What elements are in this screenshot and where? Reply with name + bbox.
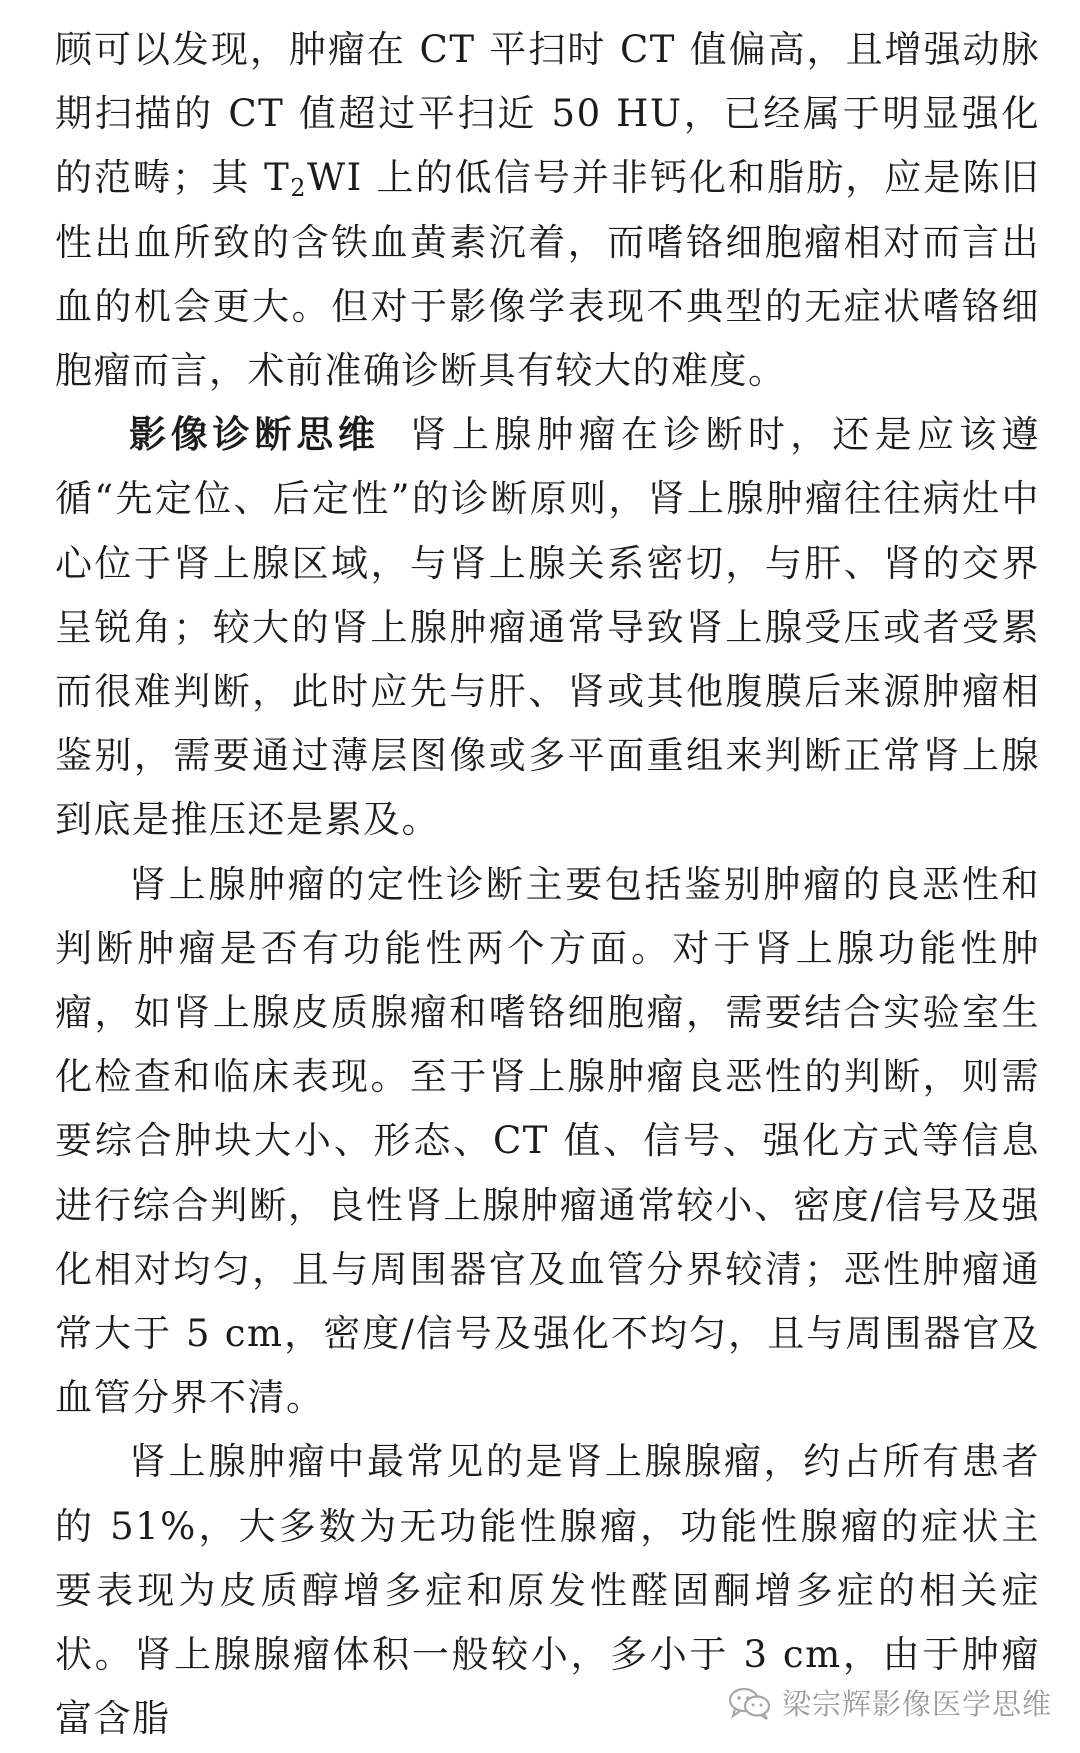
wechat-icon xyxy=(728,1686,772,1720)
watermark xyxy=(728,1682,1052,1723)
subscript-2: 2 xyxy=(290,174,308,203)
paragraph-2-text: 肾上腺肿瘤在诊断时，还是应该遵循“先定位、后定性”的诊断原则，肾上腺肿瘤往往病灶中心位于肾上腺区域，与肾上腺关系密切，与肝、肾的交界呈锐角；较大的肾上腺肿瘤通常导致肾上腺受压或者受累而很难判断，此时应先与肝、肾或其他腹膜后来源肿瘤相鉴别，需要通过薄层图像或多平面重组来判断正常肾上腺到底是推压还是累及。 xyxy=(55,413,1041,842)
section-heading: 影像诊断思维 xyxy=(129,413,380,457)
paragraph-1-text-b: WI 上的低信号并非钙化和脂肪，应是陈旧性出血所致的含铁血黄素沉着，而嗜铬细胞瘤相对而言出血的机会更大。但对于影像学表现不典型的无症状嗜铬细胞瘤而言，术前准确诊断具有较大的难度。 xyxy=(55,156,1040,393)
paragraph-1-text-a: 顾可以发现，肿瘤在 CT 平扫时 CT 值偏高，且增强动脉期扫描的 CT 值超过平扫近 50 HU，已经属于明显强化的范畴；其 T xyxy=(55,28,1040,200)
paragraph-2 xyxy=(55,403,1040,852)
paragraph-4: 肾上腺肿瘤中最常见的是肾上腺腺瘤，约占所有患者的 51%，大多数为无功能性腺瘤，功能性腺瘤的症状主要表现为皮质醇增多症和原发性醛固酮增多症的相关症状。肾上腺腺瘤体积一般较小，多小于 3 cm，由于肿瘤富含脂 xyxy=(55,1440,1040,1741)
paragraph-3: 肾上腺肿瘤的定性诊断主要包括鉴别肿瘤的良恶性和判断肿瘤是否有功能性两个方面。对于肾上腺功能性肿瘤，如肾上腺皮质腺瘤和嗜铬细胞瘤，需要结合实验室生化检查和临床表现。至于肾上腺肿瘤良恶性的判断，则需要综合肿块大小、形态、CT 值、信号、强化方式等信息进行综合判断，良性肾上腺肿瘤通常较小、密度/信号及强化相对均匀，且与周围器官及血管分界较清；恶性肿瘤通常大于 5 cm，密度/信号及强化不均匀，且与周围器官及血管分界不清。 xyxy=(55,862,1040,1420)
article-body xyxy=(55,18,1040,1751)
watermark-text: 梁宗辉影像医学思维 xyxy=(781,1687,1052,1721)
paragraph-1 xyxy=(55,18,1040,403)
